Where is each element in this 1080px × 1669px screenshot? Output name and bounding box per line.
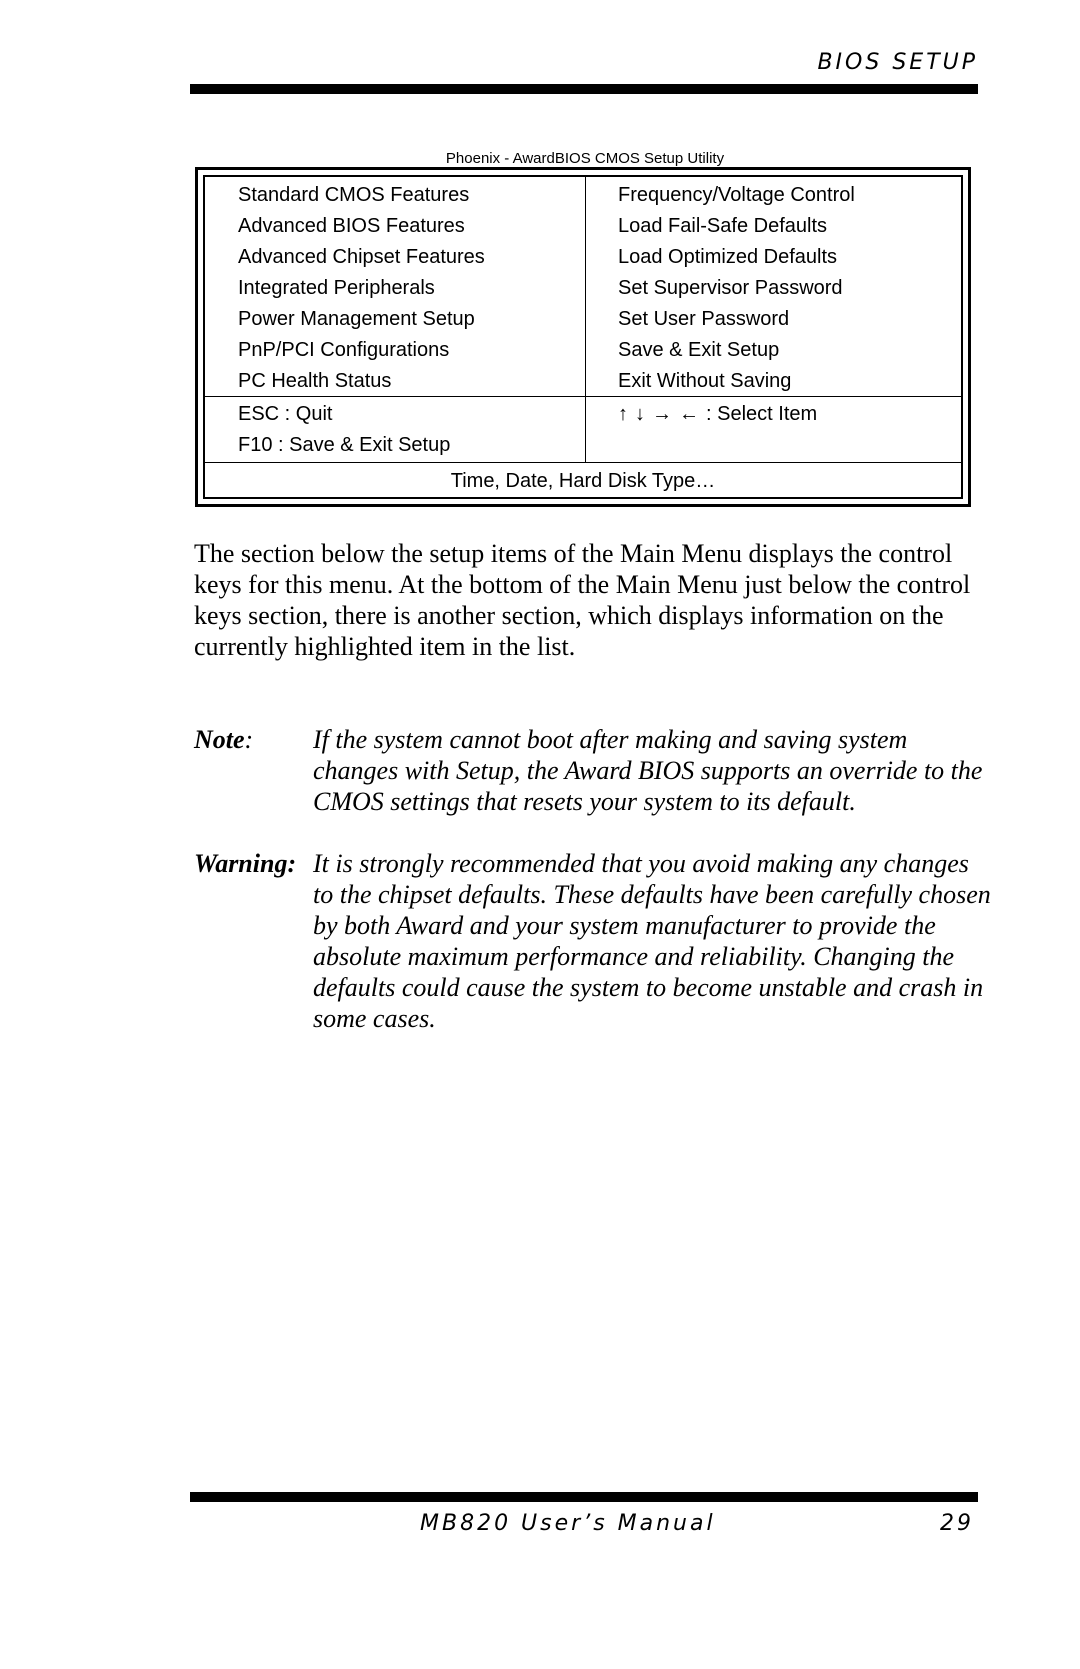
menu-left-column — [238, 180, 485, 397]
control-keys-section — [205, 397, 961, 463]
menu-item-pc-health-status[interactable]: PC Health Status — [238, 370, 392, 392]
item-help-info: Time, Date, Hard Disk Type… — [450, 470, 716, 492]
menu-item-advanced-bios-features[interactable]: Advanced BIOS Features — [238, 215, 465, 237]
keys-left-column — [238, 399, 450, 461]
bios-main-menu-figure — [195, 167, 971, 507]
footer-manual-title: MB820 User’s Manual — [420, 1511, 716, 1536]
header-title: BIOS SETUP — [817, 50, 978, 75]
menu-item-power-management-setup[interactable]: Power Management Setup — [238, 308, 475, 330]
menu-item-set-supervisor-password[interactable]: Set Supervisor Password — [618, 277, 843, 299]
page-number: 29 — [940, 1511, 974, 1536]
f10-save-exit-key-hint: F10 : Save & Exit Setup — [238, 434, 451, 456]
utility-caption: Phoenix - AwardBIOS CMOS Setup Utility — [445, 150, 725, 167]
note-label-colon: : — [244, 725, 254, 754]
menu-right-column — [618, 180, 855, 397]
menu-item-frequency-voltage-control[interactable]: Frequency/Voltage Control — [618, 184, 855, 206]
menu-item-advanced-chipset-features[interactable]: Advanced Chipset Features — [238, 246, 485, 268]
arrow-down-icon: ↓ — [635, 403, 645, 425]
select-item-key-hint — [618, 399, 817, 430]
keys-right-column — [618, 399, 817, 430]
menu-item-save-exit-setup[interactable]: Save & Exit Setup — [618, 339, 780, 361]
menu-item-pnp-pci-configurations[interactable]: PnP/PCI Configurations — [238, 339, 450, 361]
menu-item-standard-cmos-features[interactable]: Standard CMOS Features — [238, 184, 470, 206]
note-text: If the system cannot boot after making and saving system changes with Setup, the Award BIOS supports an override to the CMOS settings that resets your system to its default. — [313, 725, 983, 816]
menu-items-section — [205, 177, 961, 397]
bios-main-menu-panel — [203, 175, 963, 499]
select-item-label: : Select Item — [706, 403, 818, 425]
menu-item-load-fail-safe-defaults[interactable]: Load Fail-Safe Defaults — [618, 215, 828, 237]
arrow-right-icon: → — [652, 403, 672, 425]
warning-text: It is strongly recommended that you avoid making any changes to the chipset defaults. These defaults have been carefully chosen by both Award and your system manufacturer to provide the absolute maximum performance and reliability. Changing the defaults could cause the system to become unstable and crash in some cases. — [313, 849, 991, 1033]
body-paragraph: The section below the setup items of the Main Menu displays the control keys for this menu. At the bottom of the Main Menu just below the control keys section, there is another section, which displays information on the currently highlighted item in the list. — [194, 539, 971, 661]
menu-item-load-optimized-defaults[interactable]: Load Optimized Defaults — [618, 246, 838, 268]
column-divider — [585, 397, 586, 462]
menu-item-set-user-password[interactable]: Set User Password — [618, 308, 790, 330]
column-divider — [585, 177, 586, 396]
menu-item-exit-without-saving[interactable]: Exit Without Saving — [618, 370, 792, 392]
arrow-up-icon: ↑ — [618, 403, 628, 425]
arrow-left-icon: ← — [679, 403, 699, 425]
note-label — [194, 724, 253, 755]
footer-rule — [190, 1492, 978, 1502]
esc-quit-key-hint: ESC : Quit — [238, 403, 333, 425]
note-label-text: Note — [194, 725, 245, 754]
header-rule — [190, 84, 978, 94]
menu-item-integrated-peripherals[interactable]: Integrated Peripherals — [238, 277, 435, 299]
warning-label: Warning: — [194, 849, 297, 878]
